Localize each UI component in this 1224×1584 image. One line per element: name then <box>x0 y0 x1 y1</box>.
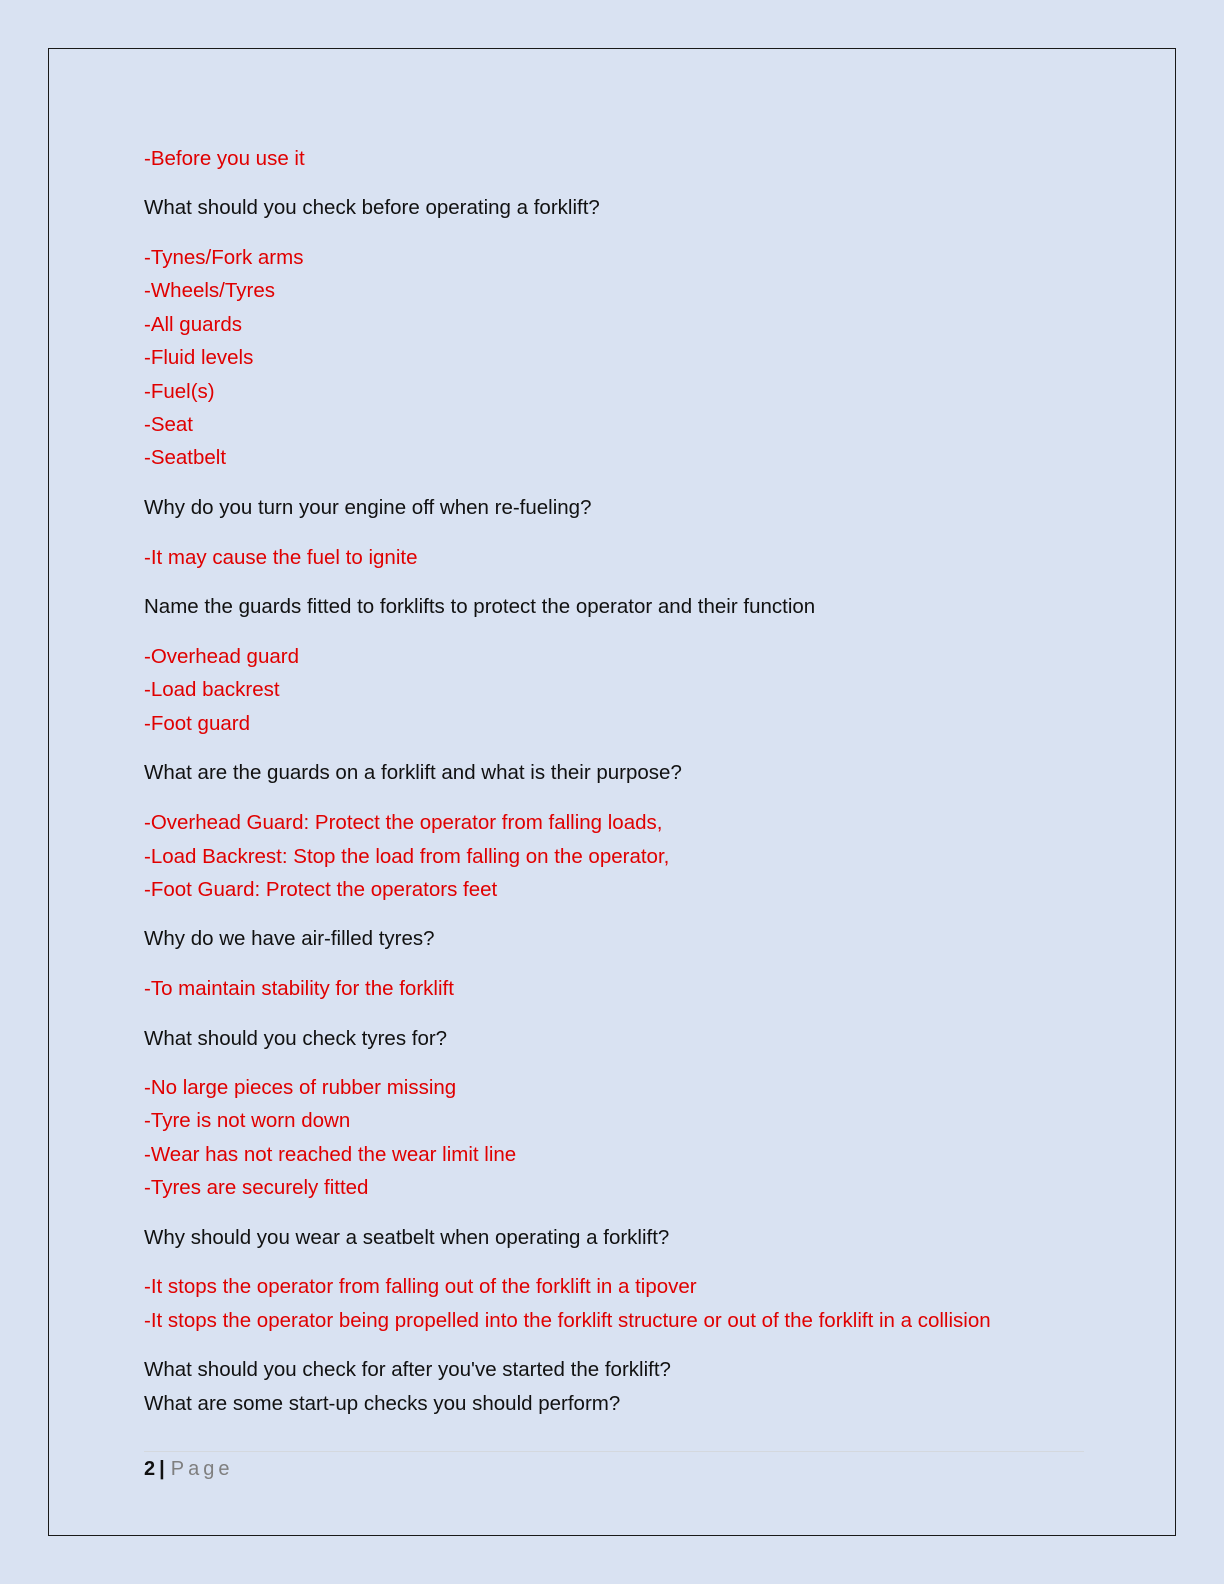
question-line: Why should you wear a seatbelt when operating a forklift? <box>144 1226 670 1249</box>
answer-line: -It may cause the fuel to ignite <box>144 546 418 569</box>
question-line: Why do we have air-filled tyres? <box>144 927 435 950</box>
answer-line: -Before you use it <box>144 147 305 170</box>
answer-line: -Tynes/Fork arms <box>144 246 304 269</box>
question-line: What should you check before operating a forklift? <box>144 196 600 219</box>
answer-line: -No large pieces of rubber missing <box>144 1076 457 1099</box>
answer-line: -Wheels/Tyres <box>144 279 275 302</box>
answer-line: -Wear has not reached the wear limit line <box>144 1143 517 1166</box>
answer-line: -Seatbelt <box>144 446 227 469</box>
question-line: What are the guards on a forklift and what is their purpose? <box>144 761 682 784</box>
question-line: What are some start-up checks you should perform? <box>144 1392 621 1415</box>
question-line: What should you check tyres for? <box>144 1027 448 1050</box>
answer-line: -Fluid levels <box>144 346 254 369</box>
answer-line: -Tyre is not worn down <box>144 1109 351 1132</box>
answer-line: -Foot Guard: Protect the operators feet <box>144 878 498 901</box>
question-line: What should you check for after you've started the forklift? <box>144 1358 671 1381</box>
page-label: Page <box>170 1458 234 1480</box>
answer-line: -It stops the operator from falling out of the forklift in a tipover <box>144 1275 697 1298</box>
question-line: Name the guards fitted to forklifts to protect the operator and their function <box>144 595 816 618</box>
page-footer <box>144 1456 233 1482</box>
answer-line: -Overhead Guard: Protect the operator from falling loads, <box>144 811 663 834</box>
answer-line: -All guards <box>144 313 242 336</box>
answer-line: -Overhead guard <box>144 645 299 668</box>
answer-line: -Load backrest <box>144 678 280 701</box>
footer-divider <box>144 1451 1084 1452</box>
answer-line: -Foot guard <box>144 712 250 735</box>
footer-separator: | <box>159 1458 165 1480</box>
answer-line: -Fuel(s) <box>144 380 215 403</box>
answer-line: -Seat <box>144 413 193 436</box>
answer-line: -Tyres are securely fitted <box>144 1176 369 1199</box>
answer-line: -To maintain stability for the forklift <box>144 977 454 1000</box>
question-line: Why do you turn your engine off when re-fueling? <box>144 496 592 519</box>
answer-line: -Load Backrest: Stop the load from falling on the operator, <box>144 845 670 868</box>
answer-line: -It stops the operator being propelled into the forklift structure or out of the forklift in a collision <box>144 1309 991 1332</box>
page-number: 2 <box>144 1458 156 1480</box>
